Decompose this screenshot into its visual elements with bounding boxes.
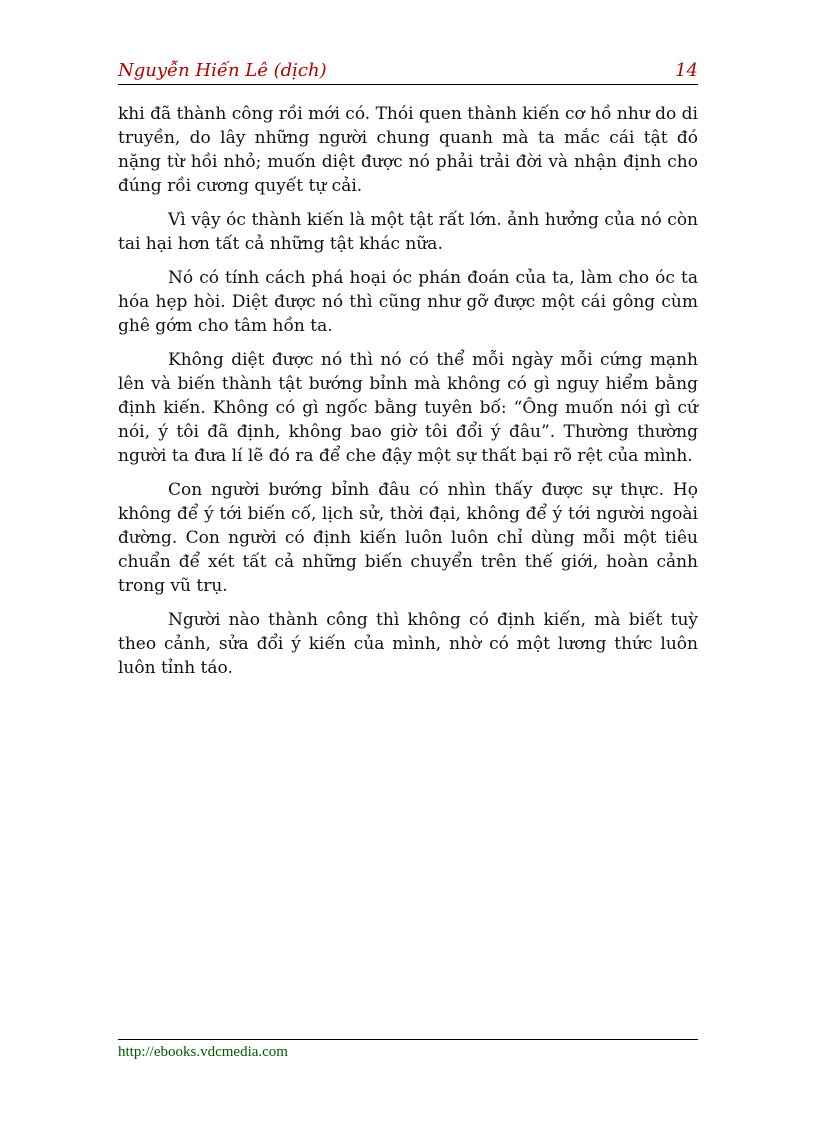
paragraph: Con người bướng bỉnh đâu có nhìn thấy được sự thực. Họ không để ý tới biến cố, lịch sử, thời đại, không để ý tới người ngoài đường. Con người có định kiến luôn luôn chỉ dùng mỗi một tiêu chuẩn để xét tất cả những biến chuyển trên thế giới, hoàn cảnh trong vũ trụ. [118,480,698,596]
paragraph: khi đã thành công rồi mới có. Thói quen thành kiến cơ hồ như do di truyền, do lây những người chung quanh mà ta mắc cái tật đó nặng từ hồi nhỏ; muốn diệt được nó phải trải đời và nhận định cho đúng rồi cương quyết tự cải. [118,104,698,196]
paragraph: Vì vậy óc thành kiến là một tật rất lớn. ảnh hưởng của nó còn tai hại hơn tất cả những tật khác nữa. [118,210,698,254]
paragraph: Không diệt được nó thì nó có thể mỗi ngày mỗi cứng mạnh lên và biến thành tật bướng bỉnh mà không có gì nguy hiểm bằng định kiến. Không có gì ngốc bằng tuyên bố: “Ông muốn nói gì cứ nói, ý tôi đã định, không bao giờ tôi đổi ý đâu”. Thường thường người ta đưa lí lẽ đó ra để che đậy một sự thất bại rõ rệt của mình. [118,350,698,466]
paragraph: Nó có tính cách phá hoại óc phán đoán của ta, làm cho óc ta hóa hẹp hòi. Diệt được nó thì cũng như gỡ được một cái gông cùm ghê gớm cho tâm hồn ta. [118,268,698,336]
page-number: 14 [675,60,698,81]
paragraph: Người nào thành công thì không có định kiến, mà biết tuỳ theo cảnh, sửa đổi ý kiến của mình, nhờ có một lương thức luôn luôn tỉnh táo. [118,610,698,678]
body-text [118,102,698,690]
footer-link[interactable]: http://ebooks.vdcmedia.com [118,1044,288,1060]
page-header [118,58,698,85]
header-author: Nguyễn Hiến Lê (dịch) [118,60,327,81]
footer-divider [118,1039,698,1040]
